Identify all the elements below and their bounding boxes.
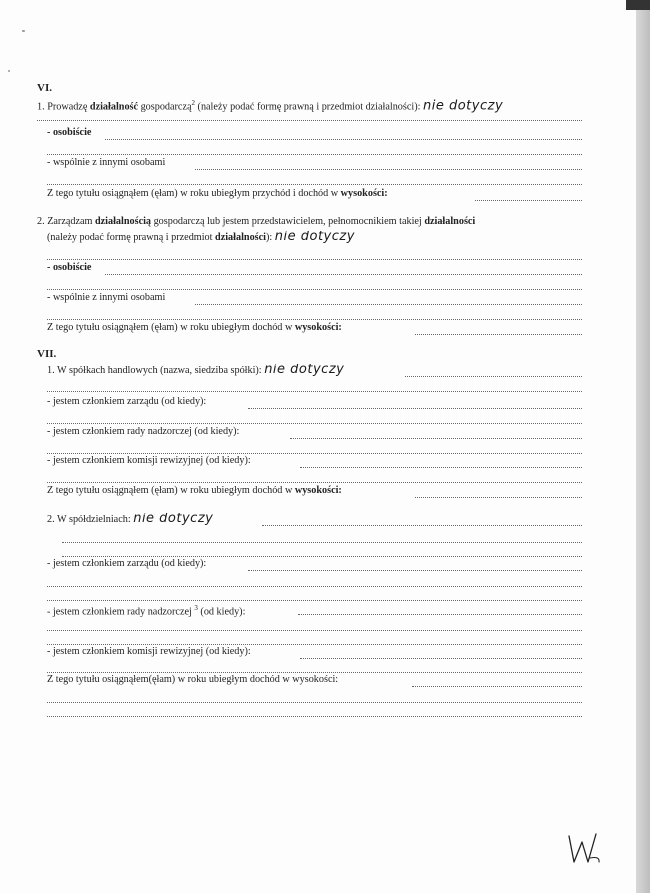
dotted-line (105, 262, 582, 275)
dotted-line (47, 632, 582, 645)
initials-signature (566, 832, 606, 868)
vii-1-board-label: - jestem członkiem zarządu (od kiedy): (47, 396, 207, 407)
dotted-line (300, 646, 582, 659)
dotted-line (47, 660, 582, 673)
handwritten-answer: nie dotyczy (274, 231, 355, 244)
scan-edge (636, 0, 650, 893)
dotted-line (415, 485, 582, 498)
dotted-line (47, 307, 582, 320)
vii-1-income-bold: wysokości: (294, 485, 342, 496)
handwritten-answer: nie dotyczy (423, 98, 504, 114)
handwritten-answer: nie dotyczy (264, 364, 345, 377)
dotted-line (47, 441, 582, 454)
vii-2-supervisory-label: - jestem członkiem rady nadzorczej (47, 606, 195, 618)
vi-1-income-text: Z tego tytułu osiągnąłem (ęłam) w roku ubiegłym przychód i dochód w (47, 188, 341, 199)
dotted-line (47, 574, 582, 587)
vii-2-supervisory-label: (od kiedy): (197, 606, 246, 618)
dotted-line (248, 558, 582, 571)
dotted-line (475, 188, 582, 201)
vii-2-income-text: Z tego tytułu osiągnąłem(ęłam) w roku ubiegłym dochód w wysokości: (47, 674, 339, 685)
footnote-marker: 2 (191, 99, 195, 107)
vi-2-jointly-label: - wspólnie z innymi osobami (47, 292, 166, 303)
vi-2-bold: działalności (424, 216, 476, 227)
dotted-line (195, 157, 582, 170)
dotted-line (412, 674, 582, 687)
vi-2-income-text: Z tego tytułu osiągnąłem (ęłam) w roku ubiegłym dochód w (47, 322, 295, 333)
dotted-line (62, 530, 582, 543)
vi-2-text: 2. Zarządzam (37, 216, 95, 227)
dotted-line (262, 513, 582, 526)
dotted-line (195, 292, 582, 305)
dotted-line (62, 544, 582, 557)
vi-2-income-bold: wysokości: (294, 322, 342, 333)
dotted-line (248, 396, 582, 409)
scan-speck (22, 30, 25, 32)
section-vi-heading: VI. (37, 82, 52, 94)
dotted-line (47, 247, 582, 260)
vi-1-text: (należy podać formę prawną i przedmiot działalności): (195, 101, 423, 113)
scan-speck (8, 70, 10, 72)
vii-2-audit-label: - jestem członkiem komisji rewizyjnej (od kiedy): (47, 646, 251, 657)
vi-2-line-2 (47, 231, 582, 244)
dotted-line (105, 127, 582, 140)
vi-2-personally-label: - osobiście (47, 262, 92, 273)
dotted-line (405, 364, 582, 377)
vi-1-bold: działalność (89, 101, 139, 113)
vi-2-text: ): (265, 232, 275, 243)
vii-1-supervisory-label: - jestem członkiem rady nadzorczej (od kiedy): (47, 426, 240, 437)
vi-1-personally-label: - osobiście (47, 127, 92, 138)
dotted-line (47, 704, 582, 717)
vi-2-bold: działalności (215, 232, 266, 243)
vii-2-board-label: - jestem członkiem zarządu (od kiedy): (47, 558, 207, 569)
dotted-line (290, 426, 582, 439)
dotted-line (47, 470, 582, 483)
dotted-line (47, 379, 582, 392)
dotted-line (47, 411, 582, 424)
vi-1-income-bold: wysokości: (340, 188, 388, 199)
vi-2-text: (należy podać formę prawną i przedmiot (47, 232, 216, 243)
vi-2-bold: działalnością (94, 216, 152, 227)
vi-1-text: gospodarczą (138, 101, 192, 113)
vii-1-text: 1. W spółkach handlowych (nazwa, siedziba spółki): (47, 365, 265, 376)
vii-1-audit-label: - jestem członkiem komisji rewizyjnej (od kiedy): (47, 455, 251, 466)
section-vii-heading: VII. (37, 348, 57, 360)
vi-1-text: 1. Prowadzę (37, 101, 90, 113)
dotted-line (47, 588, 582, 601)
dotted-line (47, 690, 582, 703)
dotted-line (47, 172, 582, 185)
vii-1-income-text: Z tego tytułu osiągnąłem (ęłam) w roku ubiegłym dochód w (47, 485, 295, 496)
vi-2-line-1 (37, 216, 582, 228)
dotted-line (298, 602, 582, 615)
dotted-line (415, 322, 582, 335)
handwritten-answer: nie dotyczy (133, 513, 214, 526)
vi-2-text: gospodarczą lub jestem przedstawicielem, pełnomocnikiem takiej (151, 216, 425, 227)
dotted-line (47, 618, 582, 631)
dotted-line (47, 142, 582, 155)
dotted-line (37, 108, 582, 121)
dotted-line (47, 277, 582, 290)
dotted-line (300, 455, 582, 468)
vi-1-jointly-label: - wspólnie z innymi osobami (47, 157, 166, 168)
footnote-marker: 3 (194, 604, 198, 612)
vii-2-text: 2. W spółdzielniach: (47, 514, 134, 525)
scan-edge-corner (626, 0, 650, 10)
